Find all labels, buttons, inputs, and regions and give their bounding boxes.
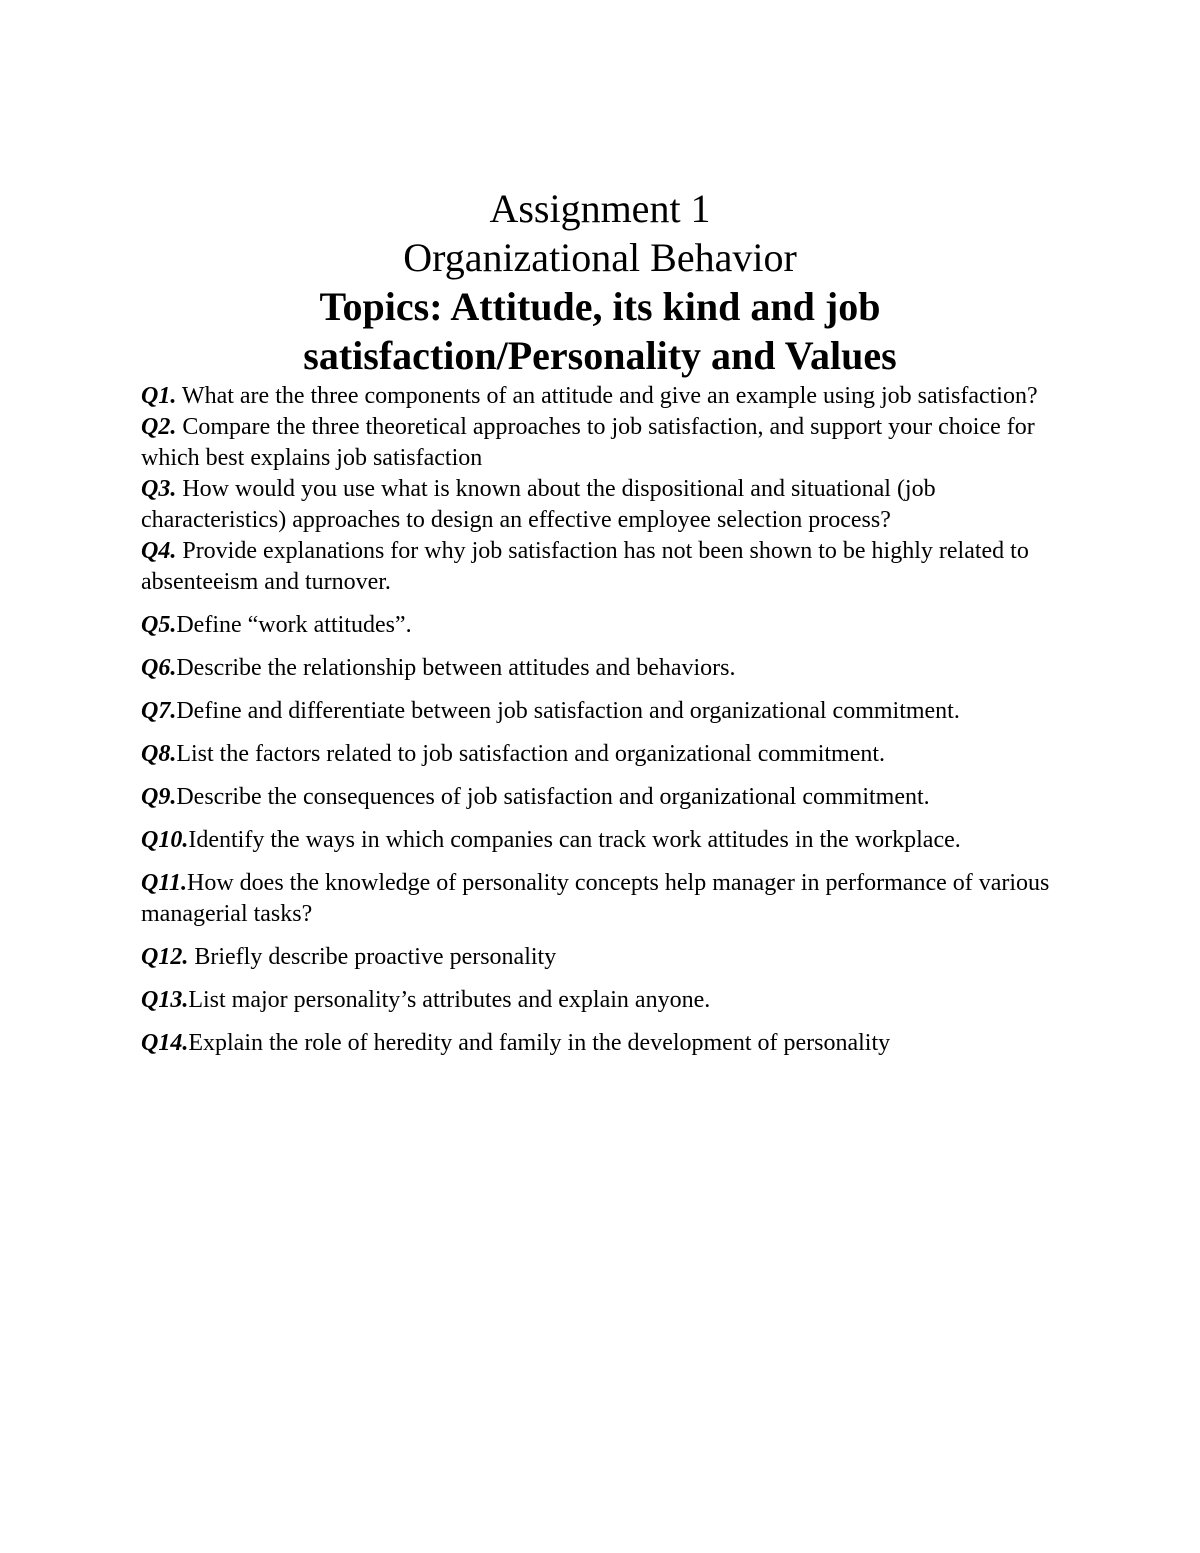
question-item [141,942,1071,973]
question-item [141,825,1071,856]
question-text: Compare the three theoretical approaches to job satisfaction, and support your choice for which best explains job satisfaction [141,414,1035,471]
question-text: How would you use what is known about the dispositional and situational (job characteristics) approaches to design an effective employee selection process? [141,476,936,533]
question-text: List the factors related to job satisfaction and organizational commitment. [176,741,886,767]
question-number: Q13. [141,987,189,1013]
assignment-title: Assignment 1 [489,186,711,231]
question-text: Explain the role of heredity and family in the development of personality [188,1030,891,1056]
question-text: Define and differentiate between job satisfaction and organizational commitment. [176,698,960,724]
question-number: Q3. [141,476,177,502]
question-item [141,1028,1071,1059]
question-number: Q10. [141,827,189,853]
question-text: Identify the ways in which companies can track work attitudes in the workplace. [188,827,961,853]
subject-title: Organizational Behavior [403,235,797,280]
question-item [141,985,1071,1016]
question-number: Q6. [141,655,177,681]
question-item [141,412,1071,474]
question-number: Q8. [141,741,177,767]
question-item [141,536,1071,598]
question-item [141,868,1071,930]
question-text: Describe the relationship between attitudes and behaviors. [176,655,736,681]
question-number: Q7. [141,698,177,724]
question-item [141,782,1071,813]
question-text: How does the knowledge of personality concepts help manager in performance of various managerial tasks? [141,870,1050,927]
topics-line-2: satisfaction/Personality and Values [303,333,897,378]
question-text: List major personality’s attributes and explain anyone. [188,987,711,1013]
question-number: Q11. [141,870,188,896]
question-number: Q14. [141,1030,189,1056]
question-number: Q2. [141,414,177,440]
question-number: Q12. [141,944,189,970]
question-number: Q1. [141,383,177,409]
question-item [141,739,1071,770]
question-number: Q4. [141,538,177,564]
question-item [141,610,1071,641]
question-text: What are the three components of an attitude and give an example using job satisfaction? [181,383,1038,409]
question-text: Define “work attitudes”. [176,612,412,638]
question-number: Q5. [141,612,177,638]
question-item [141,381,1071,412]
title-block [0,184,1200,380]
question-number: Q9. [141,784,177,810]
question-text: Briefly describe proactive personality [194,944,557,970]
question-item [141,474,1071,536]
question-item [141,653,1071,684]
topics-line-1: Topics: Attitude, its kind and job [319,284,881,329]
question-text: Describe the consequences of job satisfaction and organizational commitment. [176,784,930,810]
question-item [141,696,1071,727]
question-list [141,381,1071,1059]
question-text: Provide explanations for why job satisfaction has not been shown to be highly related to absenteeism and turnover. [141,538,1029,595]
